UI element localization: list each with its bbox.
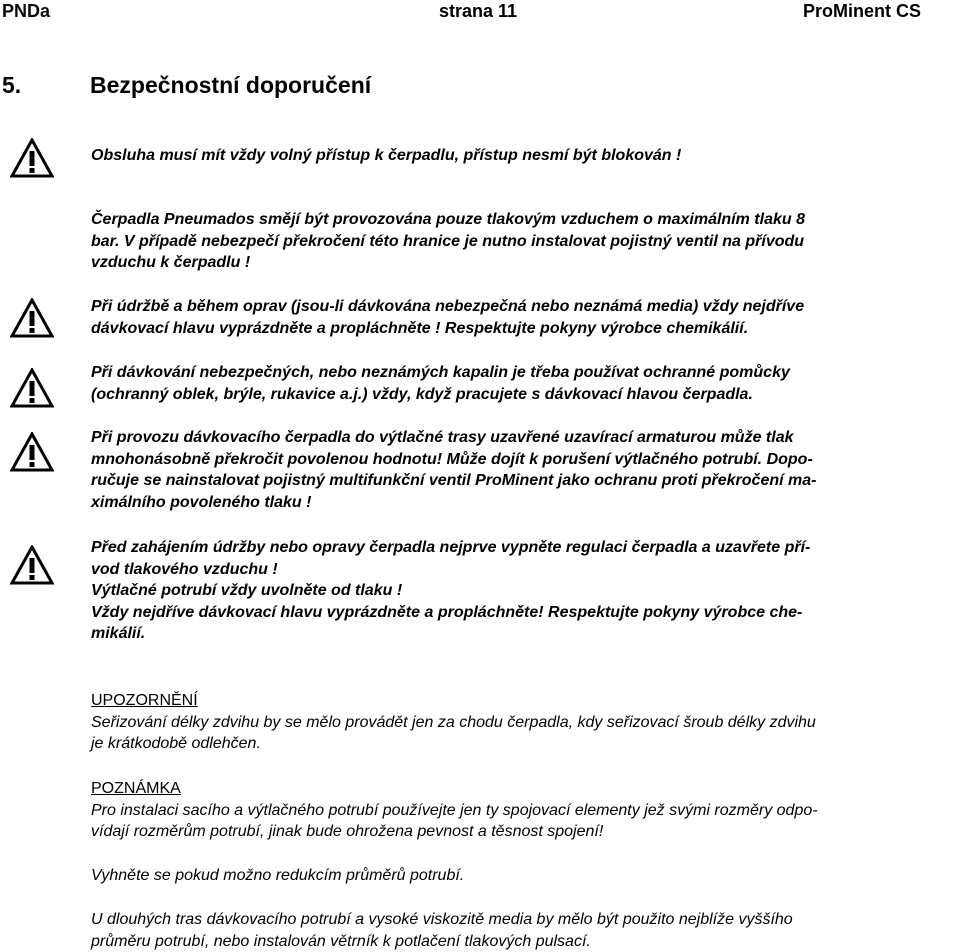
note-reduction bbox=[91, 865, 957, 887]
safety-paragraph-closed-line bbox=[91, 427, 957, 513]
text-line: Výtlačné potrubí vždy uvolněte od tlaku ! bbox=[91, 582, 403, 599]
section-title: Bezpečnostní doporučení bbox=[90, 72, 372, 98]
warning-icon bbox=[10, 545, 54, 585]
safety-paragraph-protective-gear bbox=[91, 362, 957, 405]
text-line: (ochranný oblek, brýle, rukavice a.j.) vždy, když pracujete s dávkovací hlavou čerpadla. bbox=[91, 385, 753, 403]
text-line: ximálního povoleného tlaku ! bbox=[91, 493, 312, 511]
warning-icon bbox=[10, 138, 54, 178]
safety-paragraph-maintenance bbox=[91, 296, 957, 339]
note-long-lines bbox=[91, 909, 957, 952]
text-line: mikálií. bbox=[91, 625, 146, 642]
warning-icon bbox=[10, 368, 54, 408]
text-line: ručuje se nainstalovat pojistný multifunkční ventil ProMinent jako ochranu proti překročení ma- bbox=[91, 472, 817, 489]
text-line: mnohonásobně překročit povolenou hodnotu! Může dojít k porušení výtlačného potrubí. Dopo- bbox=[91, 450, 813, 468]
text-line: Před zahájením údržby nebo opravy čerpadla nejprve vypněte regulaci čerpadla a uzavřete pří- bbox=[91, 539, 811, 556]
section-heading bbox=[2, 71, 371, 99]
text-line: dávkovací hlavu vyprázdněte a propláchněte ! Respektujte pokyny výrobce chemikálií. bbox=[91, 319, 749, 337]
text-line: Vyhněte se pokud možno redukcím průměrů potrubí. bbox=[91, 867, 465, 884]
safety-paragraph-access bbox=[91, 145, 957, 167]
text-line: bar. V případě nebezpečí překročení této hranice je nutno instalovat pojistný ventil na přívodu bbox=[91, 232, 805, 250]
notice-heading: UPOZORNĚNÍ bbox=[91, 692, 198, 709]
warning-icon bbox=[10, 432, 54, 472]
page-number: strana 11 bbox=[439, 1, 518, 21]
text-line: Seřizování délky zdvihu by se mělo provádět jen za chodu čerpadla, kdy seřizovací šroub délky zdvihu bbox=[91, 713, 816, 731]
note-section bbox=[91, 778, 957, 843]
text-line: je krátkodobě odlehčen. bbox=[91, 735, 261, 752]
safety-paragraph-before-maintenance bbox=[91, 537, 957, 645]
text-line: průměru potrubí, nebo instalován větrník k potlačení tlakových pulsací. bbox=[91, 932, 591, 950]
text-line: vod tlakového vzduchu ! bbox=[91, 560, 278, 578]
notice-section bbox=[91, 690, 957, 755]
text-line: Při dávkování nebezpečných, nebo neznámých kapalin je třeba používat ochranné pomůcky bbox=[91, 364, 790, 381]
text-line: Vždy nejdříve dávkovací hlavu vyprázdněte a propláchněte! Respektujte pokyny výrobce che- bbox=[91, 603, 803, 621]
text-line: Při údržbě a během oprav (jsou-li dávkována nebezpečná nebo neznámá media) vždy nejdříve bbox=[91, 298, 805, 315]
warning-icon bbox=[10, 298, 54, 338]
text-line: U dlouhých tras dávkovacího potrubí a vysoké viskozitě media by mělo být použito nejblíže vyššího bbox=[91, 911, 793, 928]
text-line: vídají rozměrům potrubí, jinak bude ohrožena pevnost a těsnost spojení! bbox=[91, 823, 604, 840]
header-left: PNDa bbox=[2, 1, 51, 21]
text-line: Při provozu dávkovacího čerpadla do výtlačné trasy uzavřené uzavírací armaturou může tlak bbox=[91, 429, 794, 446]
text-line: Obsluha musí mít vždy volný přístup k čerpadlu, přístup nesmí být blokován ! bbox=[91, 147, 682, 164]
text-line: vzduchu k čerpadlu ! bbox=[91, 254, 251, 271]
header-brand: ProMinent CS bbox=[803, 1, 922, 21]
safety-paragraph-air-pressure bbox=[91, 209, 957, 274]
text-line: Čerpadla Pneumados smějí být provozována pouze tlakovým vzduchem o maximálním tlaku 8 bbox=[91, 211, 805, 228]
text-line: Pro instalaci sacího a výtlačného potrubí používejte jen ty spojovací elementy jež svými rozměry odpo- bbox=[91, 801, 818, 819]
note-heading: POZNÁMKA bbox=[91, 780, 181, 797]
section-number: 5. bbox=[2, 72, 22, 98]
